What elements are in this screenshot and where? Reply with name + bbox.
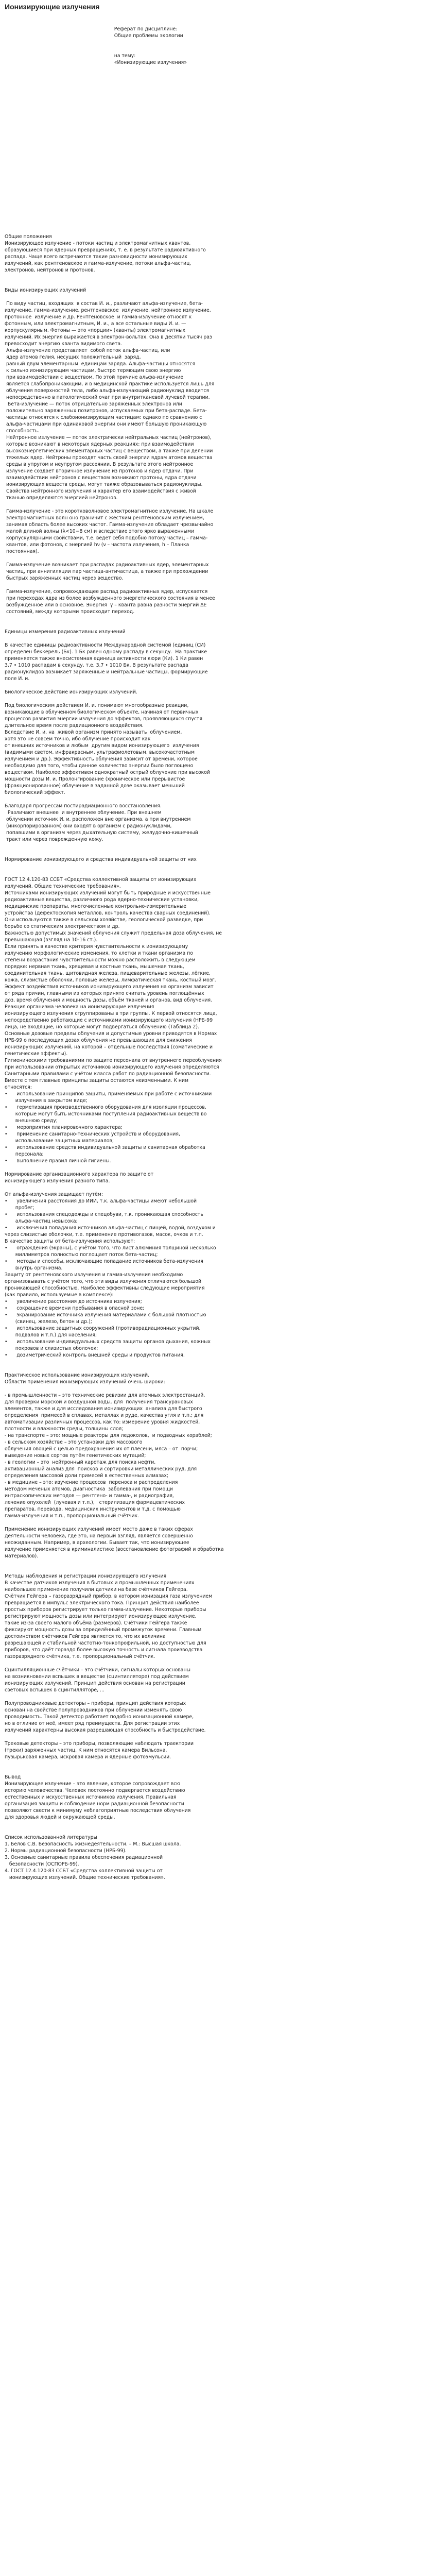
text-line: (инкорпорированном) они входят в организм с радионуклидами, [5,823,172,829]
text-line [5,73,432,79]
text-line: • дозиметрический контроль внешней среды и продуктов питания. [5,1352,185,1358]
text-line: излучению морфологические изменения, то клетки и ткани организма по [5,951,193,956]
text-line: образующиеся при ядерных превращениях, т. е. в результате радиоактивного [5,247,206,253]
text-line [5,1734,432,1740]
text-line: попавшими в организм через дыхательную систему, желудочно-кишечный [5,830,198,836]
text-line [5,207,432,213]
text-line [5,622,432,629]
text-line: необходимо для того, чтобы данное количество энергии было поглощено [5,763,194,769]
text-line: безопасности (ОСПОРБ-99). [5,1861,79,1867]
text-line: состояний, между которыми происходит переход. [5,609,135,615]
text-line: - в сельском хозяйстве – это установки для массового [5,1439,143,1445]
text-line: тканью определяются энергией нейтронов. [5,495,118,501]
text-line: Бета-излучение — поток отрицательно заряженных электронов или [5,401,182,407]
text-line: ионизирующих веществ среды, могут также образовываться радионуклиды. [5,482,203,487]
text-line: медицинские препараты, многочисленные контрольно-измерительные [5,904,186,909]
text-line [5,1760,432,1767]
text-line: • выполнение правил личной гигиены. [5,1158,111,1164]
text-line: протонное излучение и др. Рентгеновское и гамма-излучение относят к [5,314,192,320]
text-line: электромагнитных волн оно граничит с жестким рентгеновским излучением, [5,515,204,521]
text-line: Ионизирующее излучение - потоки частиц и электромагнитных квантов, [5,241,191,246]
text-line: излучение, гамма-излучение, рентгеновское излучение, нейтронное излучение, [5,308,211,313]
text-line [5,46,432,53]
text-line [5,19,432,26]
text-line: относятся: [5,1084,32,1090]
text-line: степени возрастания чувствительности можно расположить в следующем [5,957,196,963]
text-line: Основные дозовые пределы облучения и допустимые уровни приводятся в Нормах [5,1031,217,1037]
text-line: длительное время после радиационного воздействия. [5,723,144,728]
text-line: веществом. Наиболее эффективен однократный острый облучение при высокой [5,770,211,775]
text-line [5,180,432,187]
text-line: ионизирующих излучений, на которой – отдельные последствия (соматические и [5,1044,213,1050]
text-line: методом меченых атомов, диагностика заболевания при помощи [5,1486,173,1492]
text-line: биологический эффект. [5,790,65,795]
text-line: естественных и искусственных источников излучения. Правильная [5,1794,177,1800]
text-line: интраскопических методов — рентгено- и гамма-, и радиография, [5,1493,174,1499]
text-line: положительно заряженных позитронов, испускаемых при бета-распаде. Бета- [5,408,207,414]
text-line: проводимость. Такой детектор работает подобно ионизационной камере, [5,1714,194,1720]
text-line: ионизирующих излучений. Общие технические требования». [5,1875,165,1880]
text-line: среды в упругом и неупругом рассеянии. В результате этого нейтронное [5,462,194,467]
text-line: препаратов, перевода, медицинских инструментов и т.д. с помощью [5,1506,181,1512]
text-line: Вывод [5,1774,21,1780]
text-line: 2. Нормы радиационной безопасности (НРБ-99). [5,1848,127,1854]
text-line [5,1365,432,1372]
text-line: корпускулярным. Фотоны — это «порции» (кванты) электромагнитных [5,328,186,333]
text-line: 1. Белов С.В. Безопасность жизнедеятельности. – М.: Высшая школа. [5,1841,181,1847]
text-line: лица, не входящие, но которые могут подвергаться облучению (Таблица 2). [5,1024,199,1030]
text-line [5,1359,432,1365]
text-line [5,1164,432,1171]
text-line: Биологическое действие ионизирующих излучений. [5,689,137,695]
text-line: историю человечества. Человек постоянно подвергается воздействию [5,1788,185,1793]
text-line [5,153,432,160]
text-line: облучения поверхностей тела, либо альфа-излучающий радионуклид вводится [5,388,210,394]
text-line: Эффект воздействия источников ионизирующего излучения на организм зависит [5,984,214,990]
text-line: Счётчик Гейгера – газоразрядный прибор, в котором ионизация газа излучением [5,1594,213,1599]
text-line: - в медицине – это: изучение процессов переноса и распределения [5,1480,178,1485]
text-line: взаимодействии нейтронов с веществом возникают протоны, ядра отдачи [5,475,197,481]
text-line: на тему: [5,53,136,59]
text-line: альфа-частицами при одинаковой энергии они имеют большую проникающую [5,421,207,427]
text-line: автоматизации различных процессов, как то: измерение уровня жидкостей, [5,1419,200,1425]
text-line: Применение ионизирующих излучений имеет место даже в таких сферах [5,1527,193,1532]
text-line [5,227,432,233]
text-line: • применение санитарно-технических устройств и оборудования, [5,1131,180,1137]
text-line: способность. [5,428,40,434]
text-line: Санитарными правилами с учётом класса работ по радиационной безопасности. [5,1071,211,1077]
text-line [5,166,432,173]
text-line: приборов, что даёт гораздо более высокую точность и сигнала производства [5,1647,203,1653]
text-line [5,1184,432,1191]
text-line [5,213,432,220]
text-line: Вследствие И. и. на живой организм принято называть облучением, [5,730,182,735]
text-line: от ряда причин, главными из которых принято считать уровень поглощённых [5,991,204,996]
text-line: деятельности человека, где это, на первый взгляд, является совершенно [5,1533,193,1539]
text-line: Общие положения [5,234,52,240]
text-line [5,1519,432,1526]
text-line: - на транспорте – это: мощные реакторы для ледоколов, и подводных кораблей; [5,1433,212,1438]
text-line: такие из-за своего малого объёма (размеров). Счётчики Гейгера также [5,1620,187,1626]
text-line: Гигиеническими требованиями по защите персонала от внутреннего переоблучения [5,1058,222,1063]
text-line: (фракционированное) облучение в заданной дозе оказывает меньший [5,783,185,789]
text-line: высокоэнергетических элементарных частиц с веществом, а также при делении [5,448,213,454]
text-line [5,133,432,140]
text-line: облучения овощей с целью предохранения их от плесени, мяса – от порчи; [5,1446,198,1452]
text-line [5,1767,432,1774]
text-line [5,1827,432,1834]
text-line: которые возникают в некоторых ядерных реакциях: при взаимодействии [5,442,194,447]
text-line: световых вспышек в сцинтилляторе, ... [5,1687,104,1693]
text-line: малой длиной волны (λ<10−8 см) и вследствие этого ярко выраженными [5,529,195,534]
text-line: использование защитных материалов; [5,1138,114,1144]
text-line: (видимыми светом, инфракрасным, ультрафиолетовым, высокочастотным [5,750,195,755]
text-line: (свинец, железо, бетон и др.); [5,1319,92,1325]
text-line: через слизистые оболочки, т.е. применение противогазов, масок, очков и т.п. [5,1232,203,1238]
text-line: Полупроводниковые детекторы – приборы, принцип действия которых [5,1701,186,1706]
text-line [5,582,432,588]
text-line: Благодаря прогрессам постирадиационного восстановления. [5,803,162,809]
text-line: 4. ГОСТ 12.4.120-83 ССБТ «Средства коллективной защиты от [5,1868,163,1874]
text-line: 3. Основные санитарные правила обеспечения радиационной [5,1855,163,1860]
text-line: Если принять в качестве критерия чувствительности к ионизирующему [5,944,188,950]
text-line [5,1821,432,1827]
text-line [5,160,432,166]
text-line: наибольшее применение получили датчики на базе счётчиков Гейгера. [5,1587,188,1592]
text-line: распада. Чаще всего встречаются такие разновидности ионизирующих [5,254,187,260]
text-line: Реферат по дисциплине: [5,26,178,32]
text-line: достоинством счётчиков Гейгера является то, что их величина [5,1634,166,1639]
text-line: процессов развития энергии излучения до эффектов, проявляющихся спустя [5,716,202,722]
text-line: • использование индивидуальных средств защиты органов дыхания, кожных [5,1339,211,1345]
text-line [5,863,432,870]
text-line: равный двум элементарным единицам заряда. Альфа-частицы относятся [5,361,196,367]
text-line [5,274,432,280]
text-line: фотонным, или электромагнитным, И. и., а все остальные виды И. и. — [5,321,186,327]
text-line: облучении источник И. и. расположен вне организма, а при внутреннем [5,817,191,822]
text-line: • использование защитных сооружений (противорадиационных укрытий, [5,1326,201,1331]
text-line: Нормирование организационного характера по защите от [5,1172,154,1177]
text-line: простых приборов регистрирует только гамма-излучение. Некоторые приборы [5,1607,206,1613]
text-line: Единицы измерения радиоактивных излучений [5,629,126,635]
text-line: • экранирование источника излучения материалами с большой плотностью [5,1312,206,1318]
text-line: излучений. Общие технические требования». [5,884,121,889]
text-line: Гамма-излучение, сопровождающее распад радиоактивных ядер, испускается [5,589,208,595]
text-line: - в геологии – это нейтронный каротаж для поиска нефти, [5,1460,156,1465]
text-line [5,79,432,86]
text-line: альфа-частиц невысока; [5,1218,78,1224]
text-line: • сокращение времени пребывания в опасной зоне; [5,1306,145,1311]
text-line: выведение новых сортов путём генетических мутаций; [5,1453,146,1459]
text-line: • использование средств индивидуальной защиты и санитарная обработка [5,1145,205,1150]
text-line: Под биологическим действием И. и. понимают многообразные реакции, [5,703,189,708]
text-line: превышающая (взгляд на 10-16 ст.). [5,937,98,943]
text-line: Области применения ионизирующих излучений очень широки: [5,1379,165,1385]
text-line: Вместе с тем главные принципы защиты остаются неизменными. К ним [5,1078,189,1083]
text-line: Сцинтилляционные счётчики – это счётчики, сигналы которых основаны [5,1667,190,1673]
text-line: излучение создает вторичное излучение из протонов и ядер отдачи. При [5,468,194,474]
text-line: Нормирование ионизирующего и средства индивидуальной защиты от них [5,857,197,862]
text-line: частицы относятся к слабоионизирующим частицам: однако по сравнению с [5,415,202,420]
text-line: Источниками ионизирующих излучений могут быть природные и искусственные [5,890,211,896]
text-line: Нейтронное излучение — поток электрически нейтральных частиц (нейтронов), [5,435,212,440]
text-line [5,843,432,850]
text-line [5,93,432,99]
text-line [5,696,432,702]
text-line: внутрь организма. [5,1265,63,1271]
text-line [5,193,432,200]
text-line: • ограждения (экраны), с учётом того, что лист алюминия толщиной несколько [5,1245,216,1251]
text-line: радионуклидов возникает заряженные и нейтральные частицы, формирующие [5,669,208,675]
text-line: на возникновении вспышек в веществе (сцинтилляторе) под действием [5,1674,189,1680]
text-line [5,1660,432,1667]
text-line: Общие проблемы экологии [5,33,183,39]
text-line: порядке: нервная ткань, хрящевая и костные ткань, мышечная ткань, [5,964,184,970]
text-line: активационный анализ для поисков и сортировки металлических руд, для [5,1466,197,1472]
text-line [5,1566,432,1573]
text-line: но в отличие от неё, имеет ряд преимуществ. Для регистрации этих [5,1721,180,1726]
text-line: непосредственно работающие с источниками ионизирующего излучения (НРБ-99 [5,1018,213,1023]
text-line: Практическое использование ионизирующих излучений. [5,1372,149,1378]
text-line: Трековые детекторы – это приборы, позволяющие наблюдать траектории [5,1741,194,1747]
text-line: которые могут быть источниками поступления радиоактивных веществ во [5,1111,207,1117]
text-line: для здоровья людей и окружающей среды. [5,1815,115,1820]
text-line: возбужденное или в основное. Энергия γ – кванта равна разности энергий ΔЕ [5,602,207,608]
text-line: покровов и слизистых оболочек; [5,1346,98,1351]
text-line: разрешающей и стабильной частотно-тонкопрофильной, но доступностью для [5,1640,206,1646]
text-line: тракт или через поврежденную кожу. [5,837,103,842]
text-line: «Ионизирующие излучения» [5,60,187,65]
text-line: ядер атомов гелия, несущих положительный заряд, [5,354,141,360]
text-line: применяется также внесистемная единица активности кюри (Ки). 1 Ки равен [5,656,203,662]
text-line: для проверки морской и воздушной воды, для получения трансурановых [5,1399,193,1405]
text-line [5,555,432,562]
text-line: • методы и способы, исключающие попадание источников бета-излучения [5,1259,203,1264]
text-line: тяжелых ядер. Нейтроны проходят часть своей энергии ядрам атомов вещества [5,455,213,461]
text-line [5,220,432,227]
text-line: позволяют свести к минимуму неблагоприятные последствия облучения [5,1808,191,1814]
text-line: поле И. и. [5,676,30,682]
text-line: пробег; [5,1205,34,1211]
text-line: мощности дозы И. и. Пролонгирование (хроническое или прерывистое [5,776,185,782]
text-line: постоянная). [5,549,39,554]
text-line [5,200,432,207]
text-line [5,682,432,689]
text-line [5,173,432,180]
text-line [5,187,432,193]
text-line: От альфа-излучения защищает путём: [5,1192,103,1197]
text-line: определен беккерель (Бк). 1 Бк равен одному распаду в секунду. На практике [5,649,207,655]
text-line: Важностью допустимых значений облучения служит предельная доза облучения, не [5,930,222,936]
text-line [5,126,432,133]
text-line: определения примесей в сплавах, металлах и руде, качества угля и т.п.; для [5,1413,204,1418]
text-line: излучения в закрытом виде; [5,1098,88,1104]
text-line: организация защиты и соблюдение норм радиационной безопасности [5,1801,184,1807]
text-line: радиоактивные вещества, различного рода ядерно-технические установки, [5,897,199,903]
text-line: излучением и др.). Эффективность облучения зависит от времени, которое [5,756,198,762]
text-line: Альфа-излучение представляет собой поток альфа-частиц, или [5,348,170,353]
text-line: неожиданным. Например, в археологии. Бывает так, что ионизирующее [5,1540,189,1546]
text-line: Защиту от рентгеновского излучения и гамма-излучения необходимо [5,1272,183,1278]
text-line: лечение опухолей (лучевая и т.п.), стерилизация фармацевтических [5,1500,185,1505]
text-line: генетические эффекты). [5,1051,68,1057]
text-line: ионизирующего излучения сгруппированы в три группы. К первой относятся лица, [5,1011,217,1016]
text-line: • использование принципов защиты, применяемых при работе с источниками [5,1091,212,1097]
text-line [5,1693,432,1700]
text-line: пузырьковая камера, искровая камера и ядерные фотоэмульсии. [5,1754,171,1760]
text-line: Список использованной литературы [5,1835,97,1840]
text-line [5,280,432,287]
text-line [5,635,432,642]
text-line [5,796,432,803]
text-line: устройства (дефектоскопия металлов, контроль качества сварных соединений). [5,910,211,916]
text-line: Различают внешнее и внутреннее облучение. При внешнем [5,810,162,816]
text-line: По виду частиц, входящих в состав И. и., различают альфа-излучение, бета- [5,301,203,307]
text-line [5,140,432,146]
text-line: 3,7 • 1010 распадам в секунду, т.е. 3,7 • 1010 Бк. В результате распада [5,663,189,668]
text-line: Гамма-излучение возникает при распадах радиоактивных ядер, элементарных [5,562,209,568]
text-line [5,113,432,120]
text-line: частиц, при аннигиляции пар частица-античастица, а также при прохождении [5,569,208,574]
text-line: проникающей способностью. Наиболее эффективны следующие мероприятия [5,1285,205,1291]
text-line: (как правило, используемые в комплексе): [5,1292,114,1298]
document-body [5,12,432,1881]
text-line: к сильно ионизирующим частицам, быстро теряющим свою энергию [5,368,181,374]
text-line: В качестве единицы радиоактивности Международной системой (единиц (СИ) [5,642,206,648]
text-line: возникающие в облученном биологическом объекте, начиная от первичных [5,709,199,715]
text-line: персонала; [5,1151,44,1157]
text-line: превосходит энергию кванта видимого света. [5,341,123,347]
text-line: • мероприятия планировочного характера; [5,1125,123,1130]
text-line: непосредственно в патологический очаг при внутритканевой лучевой терапии. [5,395,210,400]
text-line: материалов). [5,1553,39,1559]
text-line: - в промышленности – это технические ревизии для атомных электростанций, [5,1393,205,1398]
text-line: Реакция организма человека на ионизирующие излучения [5,1004,154,1010]
text-line: НРБ-99 о последующих дозах облучения не превышающих для снижения [5,1038,192,1043]
text-line: подвалов и т.п.) для населения; [5,1332,97,1338]
text-line: является слабопроникающим, и в медицинской практике используется лишь для [5,381,215,387]
text-line: (треки) заряженных частиц. К ним относятся камера Вильсона, [5,1748,167,1753]
text-line: Они используются также в сельском хозяйстве, геологической разведке, при [5,917,203,923]
text-line: хотя это не совсем точно, ибо облучение происходит как [5,736,151,742]
text-line: • герметизация производственного оборудования для изоляции процессов, [5,1105,206,1110]
text-line: ионизирующих излучений. Принцип действия основан на регистрации [5,1681,185,1686]
text-line: В качестве датчиков излучения в бытовых и промышленных применениях [5,1580,195,1586]
text-line [5,39,432,46]
text-line: излучений, как рентгеновское и гамма-излучение, потоки альфа-частиц, [5,261,191,266]
text-line: при переходах ядра из более возбужденного энергетического состояния в менее [5,596,215,601]
text-line: элементов, также и для исследования ионизирующих анализа для быстрого [5,1406,202,1412]
text-line: газоразрядного счётчика, т.е. пропорциональный счётчик. [5,1654,155,1659]
text-line [5,1385,432,1392]
text-line: В качестве защиты от бета-излучения используют: [5,1239,135,1244]
document-title: Ионизирующие излучения [5,3,100,11]
text-line: гамма-излучения и т.п., пропорциональный счётчик. [5,1513,139,1519]
text-line: от внешних источников и любым другим видом ионизирующего излучения [5,743,199,749]
text-line: Свойства нейтронного излучения и характер его взаимодействия с живой [5,488,196,494]
text-line: фиксируют мощность дозы за определённый промежуток времени. Главным [5,1627,202,1633]
text-line: кожа, слизистые оболочки, половые железы, лимфатическая ткань, костный мозг. [5,977,216,983]
text-line: Ионизирующее излучение – это явление, которое сопровождает всю [5,1781,181,1787]
text-line [5,615,432,622]
text-line: быстрых заряженных частиц через вещество. [5,575,124,581]
text-line: соединительная ткань, щитовидная железа, пищеварительные железы, лёгкие, [5,971,211,976]
text-line [5,870,432,876]
text-line [5,106,432,113]
text-line [5,146,432,153]
text-line: излучений. Их энергия выражается в электрон-вольтах. Она в десятки тысяч раз [5,334,212,340]
text-line: основан на свойстве полупроводников при облучении изменять свою [5,1707,182,1713]
text-line [5,120,432,126]
text-line: регистрируют мощность дозы или интегрируют ионизирующее излучение, [5,1614,197,1619]
text-line: борьбе со статическим электричеством и др. [5,924,120,929]
text-line: плотности и влажности среды, толщины слоя; [5,1426,124,1432]
text-line [5,66,432,73]
text-line: ионизирующего излучения разного типа. [5,1178,110,1184]
text-line: превращается в импульс электрического тока. Принцип действия наиболее [5,1600,199,1606]
text-line: занимая область более высоких частот. Гамма-излучение обладает чрезвычайно [5,522,214,528]
text-line: • увеличения расстояния до ИИИ, т.к. альфа-частицы имеют небольшой [5,1198,197,1204]
text-line [5,99,432,106]
text-line: • исключения попадания источников альфа-частиц с пищей, водой, воздухом и [5,1225,216,1231]
text-line: излучений характерны высокая разрешающая способность и быстродействие. [5,1727,206,1733]
text-line: организовывать с учётом того, что эти виды излучения отличаются большой [5,1279,202,1284]
text-line: электронов, нейтронов и протонов. [5,267,95,273]
text-line: квантов, или фотонов, с энергией hν (ν – частота излучения, h – Планка [5,542,189,548]
text-line [5,1560,432,1566]
text-line: Методы наблюдения и регистрации ионизирующего излучения [5,1573,167,1579]
text-line: доз, время облучения и мощность дозы, объём тканей и органов, вид облучения. [5,997,213,1003]
text-line [5,850,432,856]
text-line: излучение применяется в криминалистике (восстановление фотографий и обработка [5,1547,224,1552]
text-line: • увеличение расстояния до источника излучения; [5,1299,142,1304]
text-line: корпускулярными свойствами, т.е. ведет себя подобно потоку частиц – гамма- [5,535,208,541]
text-line: Виды ионизирующих излучений [5,287,86,293]
text-line: при использовании открытых источников ионизирующего излучения определяются [5,1064,219,1070]
text-line: Гамма-излучение - это коротковолновое электромагнитное излучение. На шкале [5,509,214,514]
text-line: • использования спецодежды и спецобуви, т.к. проникающая способность [5,1212,203,1217]
text-line: ГОСТ 12.4.120-83 ССБТ «Средства коллективной защиты от ионизирующих [5,877,197,883]
text-line [5,294,432,300]
text-line [5,12,432,19]
text-line: при взаимодействии с веществом. По этой причине альфа-излучение [5,375,184,380]
text-line: определения массовой доли примесей в естественных алмазах; [5,1473,168,1479]
text-line: миллиметров полностью поглощает поток бета-частиц; [5,1252,158,1258]
text-line: внешнюю среду; [5,1118,58,1124]
text-line [5,501,432,508]
text-line [5,86,432,93]
